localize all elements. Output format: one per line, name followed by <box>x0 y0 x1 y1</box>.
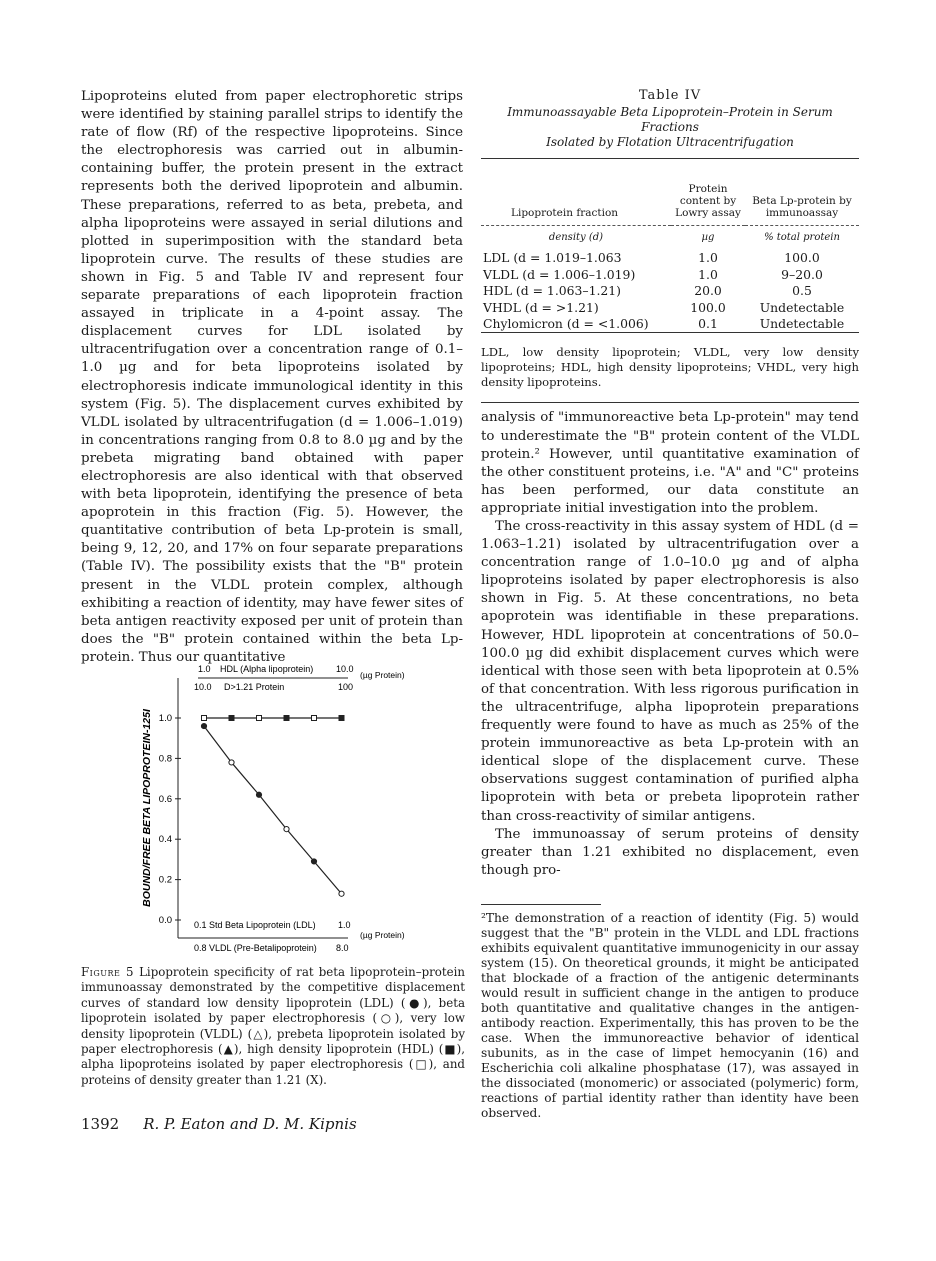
table-caption-line1: Immunoassayable Beta Lipoprotein–Protein in Serum Fractions <box>507 105 833 134</box>
table-iv <box>481 159 859 332</box>
top-axis-1-label: HDL (Alpha lipoprotein) <box>220 664 314 674</box>
table-row <box>481 283 859 299</box>
bottom-axis-1-right: 1.0 <box>338 920 351 930</box>
series-line-descending <box>204 726 342 894</box>
y-tick-label: 0.6 <box>158 793 172 805</box>
table-caption-line2: Isolated by Flotation Ultracentrifugation <box>546 135 794 149</box>
series-points <box>201 716 344 897</box>
bottom-axis-2-right: 8.0 <box>336 943 349 953</box>
top-units: (µg Protein) <box>360 670 405 680</box>
row-fraction: VHDL (d = >1.21) <box>483 299 599 315</box>
table-units-row <box>481 226 859 251</box>
data-point-flat <box>229 716 234 721</box>
table-row <box>481 316 859 332</box>
table-header-row <box>481 159 859 226</box>
data-point-descending <box>311 859 316 864</box>
top-axis-1-left: 1.0 <box>198 664 211 674</box>
page-number: 1392 <box>81 1115 120 1133</box>
unit-ug: µg <box>701 232 715 243</box>
left-column <box>81 88 463 667</box>
row-lowry: 1.0 <box>698 250 718 266</box>
bottom-units: (µg Protein) <box>360 930 405 940</box>
header-immunoassay: Beta Lp-protein by immunoassay <box>752 195 852 219</box>
table-row <box>481 267 859 283</box>
bottom-axis-1-label: 0.1 Std Beta Lipoprotein (LDL) <box>194 920 316 930</box>
right-paragraph-2: The cross-reactivity in this assay system of HDL (d = 1.063–1.21) isolated by ultracentrifugation over a concentration range of 1.0–10.0 µg and of alpha lipoproteins isolated by paper electrophoresis is also shown in Fig. 5. At these concentrations, no beta apoprotein was identifiable in these preparations. However, HDL lipoprotein at concentrations of 50.0–100.0 µg did exhibit displacement curves which were identical with those seen with beta lipoprotein at 0.5% of that concentration. With less rigorous purification in the ultracentrifuge, alpha lipoprotein preparations frequently were found to have as much as 25% of the protein immunoreactive as beta Lp-protein with an identical slope of the displacement curve. These observations suggest contamination of purified alpha lipoprotein with beta or prebeta lipoprotein rather than cross-reactivity of similar antigens. <box>481 519 859 824</box>
footnote-2: ²The demonstration of a reaction of identity (Fig. 5) would suggest that the "B" protein in the VLDL and LDL fractions exhibits equivalent quantitative immunogenicity in our assay system (15). On theoretical grounds, it might be anticipated that blockade of a fraction of the antigenic determinants would result in sufficient change in the antigen to produce both quantitative and qualitative changes in the antigen-antibody reaction. Experimentally, this has proven to be the case. When the immunoreactive behavior of identical subunits, as in the case of limpet hemocyanin (16) and Escherichia coli alkaline phosphatase (17), was assayed in the dissociated (monomeric) or associated (polymeric) form, reactions of partial identity rather than identity have been observed. <box>481 910 859 1120</box>
table-row <box>481 300 859 316</box>
top-axis-1-right: 10.0 <box>336 664 354 674</box>
y-tick-label: 0.2 <box>158 874 172 886</box>
footnote-rule <box>481 904 601 905</box>
right-paragraph-3: The immunoassay of serum proteins of density greater than 1.21 exhibited no displacement, even though pro- <box>481 826 859 878</box>
right-paragraph-1: analysis of "immunoreactive beta Lp-protein" may tend to underestimate the "B" protein content of the VLDL protein.² However, until quantitative examination of the other constituent proteins, i.e. "A" and "C" proteins has been performed, our data constitute an appropriate initial investigation into the problem. <box>481 410 859 516</box>
y-axis-label: BOUND/FREE BETA LIPOPROTEIN-125I <box>141 709 153 907</box>
header-fraction: Lipoprotein fraction <box>511 207 619 219</box>
row-fraction: HDL (d = 1.063–1.21) <box>483 283 622 299</box>
data-point-flat <box>202 716 207 721</box>
figure-caption-text: Lipoprotein specificity of rat beta lipoprotein–protein immunoassay demonstrated by the competitive displacement curves of standard low density lipoprotein (LDL) (●), beta lipoprotein isolated by paper electrophoresis (○), very low density lipoprotein (VLDL) (△), prebeta lipoprotein isolated by paper electrophoresis (▲), high density lipoprotein (HDL) (■), alpha lipoproteins isolated by paper electrophoresis (□), and proteins of density greater than 1.21 (X). <box>81 965 465 1087</box>
figure-5-chart <box>128 658 428 960</box>
series-lines <box>204 718 342 894</box>
row-lowry: 100.0 <box>690 299 726 315</box>
table-bottom-rule <box>481 332 859 333</box>
bottom-axis-2-label: 0.8 VLDL (Pre-Betalipoprotein) <box>194 943 317 953</box>
table-caption <box>481 105 859 150</box>
data-point-flat <box>257 716 262 721</box>
y-tick-label: 0.4 <box>158 834 172 846</box>
top-axis-2-right: 100 <box>338 682 354 692</box>
row-fraction: Chylomicron (d = <1.006) <box>483 316 649 332</box>
body-paragraph-left: Lipoproteins eluted from paper electrophoretic strips were identified by staining parallel strips to identify the rate of flow (Rf) of the respective lipoproteins. Since the electrophoresis was carried out in albumin-containing buffer, the protein present in the extract represents both the derived lipoprotein and albumin. These preparations, referred to as beta, prebeta, and alpha lipoproteins were assayed in serial dilutions and plotted in superimposition with the standard beta lipoprotein curve. The results of these studies are shown in Fig. 5 and Table IV and represent four separate preparations of each lipoprotein fraction assayed in triplicate in a 4-point assay. The displacement curves for LDL isolated by ultracentrifugation over a concentration range of 0.1–1.0 µg and for beta lipoproteins isolated by electrophoresis indicate immunological identity in this system (Fig. 5). The displacement curves exhibited by VLDL isolated by ultracentrifugation (d = 1.006–1.019) in concentrations ranging from 0.8 to 8.0 µg and by the prebeta migrating band obtained with paper electrophoresis are also identical with that observed with beta lipoprotein, identifying the presence of beta apoprotein in this fraction (Fig. 5). However, the quantitative contribution of beta Lp-protein is small, being 9, 12, 20, and 17% on four separate preparations (Table IV). The possibility exists that the "B" protein present in the VLDL protein complex, although exhibiting a reaction of identity, may have fewer sites of beta antigen reactivity exposed per unit of protein than does the "B" protein contained within the beta Lp-protein. Thus our quantitative <box>81 89 463 665</box>
top-axis-2-label: D>1.21 Protein <box>224 682 285 692</box>
table-row <box>481 250 859 266</box>
data-point-flat <box>312 716 317 721</box>
top-axis-2-left: 10.0 <box>194 682 212 692</box>
y-tick-label: 1.0 <box>158 713 172 724</box>
header-lowry: Protein content by Lowry assay <box>675 183 741 219</box>
unit-percent: % total protein <box>764 232 840 243</box>
data-point-flat <box>339 716 344 721</box>
data-point-descending <box>284 827 289 832</box>
row-immunoassay: 100.0 <box>784 250 820 266</box>
row-immunoassay: 9–20.0 <box>781 266 823 282</box>
right-column <box>481 88 859 1121</box>
table-body <box>481 226 859 333</box>
figure-caption-label: Figure 5 <box>81 965 134 979</box>
figure-caption <box>81 965 465 1088</box>
y-tick-label: 0.8 <box>158 753 172 765</box>
data-point-descending <box>339 891 344 896</box>
figure-5 <box>128 658 428 960</box>
row-fraction: LDL (d = 1.019–1.063 <box>483 250 622 266</box>
unit-density: density (d) <box>548 232 604 243</box>
table-title: Table IV <box>638 88 702 103</box>
row-immunoassay: Undetectable <box>759 316 845 332</box>
y-tick-label: 0.0 <box>158 915 172 926</box>
row-fraction: VLDL (d = 1.006–1.019) <box>483 266 636 282</box>
row-lowry: 20.0 <box>694 283 722 299</box>
row-lowry: 1.0 <box>698 266 718 282</box>
data-point-flat <box>284 716 289 721</box>
data-point-descending <box>229 760 234 765</box>
data-point-descending <box>201 723 206 728</box>
running-authors: R. P. Eaton and D. M. Kipnis <box>143 1115 357 1133</box>
note-rule <box>481 402 859 403</box>
row-lowry: 0.1 <box>698 316 718 332</box>
page-footer <box>81 1115 357 1133</box>
row-immunoassay: 0.5 <box>792 283 812 299</box>
row-immunoassay: Undetectable <box>759 299 845 315</box>
table-note: LDL, low density lipoprotein; VLDL, very low density lipoproteins; HDL, high density lipoproteins; VHDL, very high density lipoproteins. <box>481 345 859 390</box>
data-point-descending <box>256 792 261 797</box>
